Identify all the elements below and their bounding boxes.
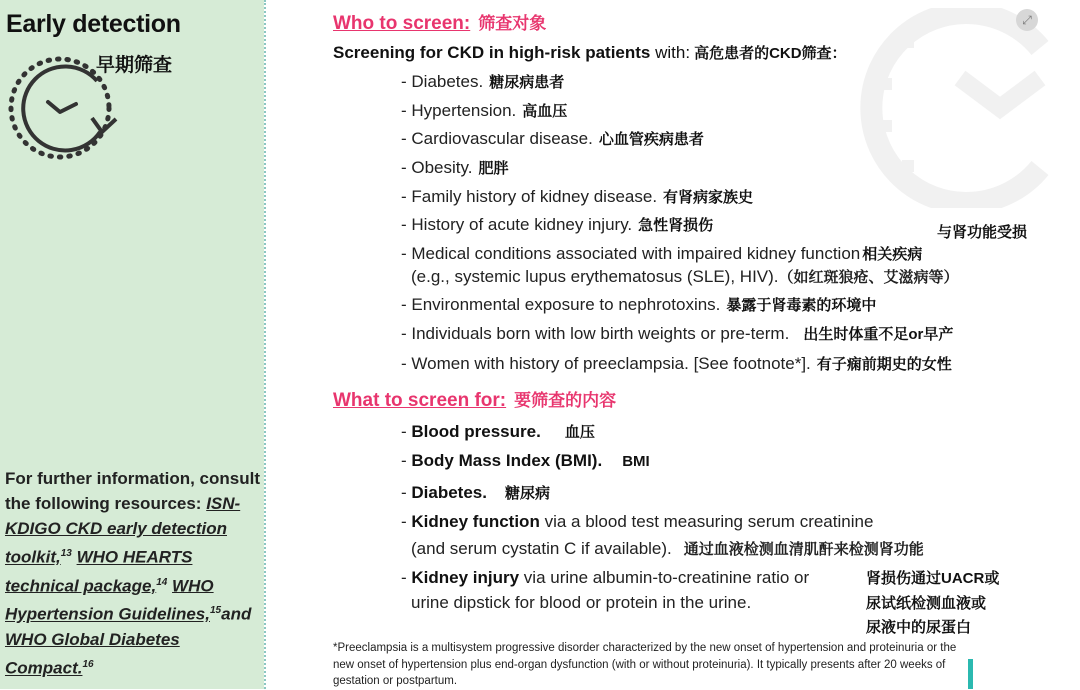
link-who-hearts[interactable]: WHO HEARTS technical package, xyxy=(5,547,193,596)
list-item: - Obesity. 肥胖 xyxy=(401,158,509,177)
list-item: - Diabetes. 糖尿病患者 xyxy=(401,72,565,91)
link-who-diabetes-compact[interactable]: WHO Global Diabetes Compact. xyxy=(5,629,180,678)
what-to-screen-heading: What to screen for: 要筛查的内容 xyxy=(333,390,617,411)
accent-bar xyxy=(968,659,973,689)
list-item: - Family history of kidney disease. 有肾病家族史 xyxy=(401,187,754,206)
screening-intro: Screening for CKD in high-risk patients with: 高危患者的CKD筛查： xyxy=(333,43,847,62)
annotation-zh: 肾损伤通过UACR或 xyxy=(866,570,1000,587)
clock-refresh-icon xyxy=(2,56,124,171)
list-item: - Hypertension. 高血压 xyxy=(401,101,568,120)
list-item: - Women with history of preeclampsia. [See footnote*]. 有子痫前期史的女性 xyxy=(401,354,952,373)
list-item: - Individuals born with low birth weights or pre-term. 出生时体重不足or早产 xyxy=(401,324,954,343)
link-who-hypertension[interactable]: WHO Hypertension Guidelines, xyxy=(5,576,214,624)
section-subtitle-zh: 早期筛查 xyxy=(96,55,173,76)
list-item: - Medical conditions associated with impaired kidney function 相关疾病 xyxy=(401,244,923,263)
list-item-continuation: urine dipstick for blood or protein in the urine. xyxy=(411,593,752,612)
link-isn-kdigo-toolkit[interactable]: ISN-KDIGO CKD early detection toolkit, xyxy=(5,494,241,567)
list-item: - Blood pressure. 血压 xyxy=(401,422,595,441)
dotted-divider xyxy=(264,0,266,689)
list-item: - Environmental exposure to nephrotoxins. 暴露于肾毒素的环境中 xyxy=(401,295,877,314)
who-to-screen-heading: Who to screen: 筛查对象 xyxy=(333,13,547,34)
list-item-continuation: (and serum cystatin C if available). 通过血液检测血清肌酐来检测肾功能 xyxy=(411,539,924,558)
list-item: - Cardiovascular disease. 心血管疾病患者 xyxy=(401,129,704,148)
annotation-zh: 尿液中的尿蛋白 xyxy=(866,619,972,636)
list-item: - History of acute kidney injury. 急性肾损伤 xyxy=(401,215,714,234)
list-item: - Kidney injury via urine albumin-to-creatinine ratio or xyxy=(401,568,810,587)
expand-icon[interactable]: ⤢ xyxy=(1016,9,1038,31)
list-item: - Diabetes. 糖尿病 xyxy=(401,483,550,502)
footnote: *Preeclampsia is a multisystem progressive disorder characterized by the new onset of hypertension and proteinuria or the new onset of hypertension plus end-organ dysfunction (with or without proteinuria). It typically presents after 20 weeks of gestation or postpartum. xyxy=(333,642,957,687)
section-title: Early detection xyxy=(6,10,181,38)
list-item: - Kidney function via a blood test measuring serum creatinine xyxy=(401,512,874,531)
list-item-continuation: (e.g., systemic lupus erythematosus (SLE), HIV).（如红斑狼疮、艾滋病等） xyxy=(411,267,959,286)
further-info: For further information, consult the following resources: ISN-KDIGO CKD early detection toolkit,$^{13}$ WHO HEARTS technical package,$^{14}$ WHO Hypertension Guidelines,$^{15}$and WHO Global Diabetes Compact.$^{16}$ xyxy=(5,469,260,678)
annotation-zh: 尿试纸检测血液或 xyxy=(866,595,987,612)
background-clock-icon xyxy=(850,8,1050,213)
list-item: - Body Mass Index (BMI). BMI xyxy=(401,451,650,470)
annotation-zh: 与肾功能受损 xyxy=(937,224,1028,241)
